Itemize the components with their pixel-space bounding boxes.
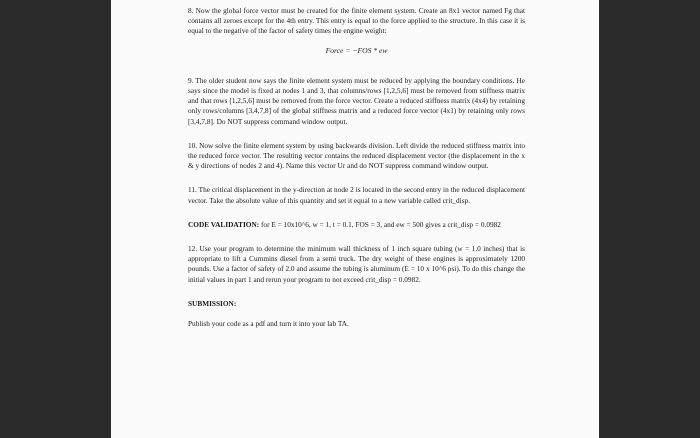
step-8-paragraph: 8. Now the global force vector must be created for the finite element system. Create an 8x1 vector named Fg that contains all zeroes except for the 4th entry. This entry is equal to the force applied to the structure. In this case it is equal to the negative of the factor of safety times the engine weight: xyxy=(188,6,525,36)
force-equation: Force = −FOS * ew xyxy=(325,45,388,55)
code-validation-label: CODE VALIDATION: xyxy=(188,219,260,229)
step-11-paragraph: 11. The critical displacement in the y-direction at node 2 is located in the second entry in the reduced displacement vector. Take the absolute value of this quantity and set it equal to a new variable called crit_disp. xyxy=(188,185,525,205)
step-9-paragraph: 9. The older student now says the finite element system must be reduced by applying the boundary conditions. He says since the model is fixed at nodes 1 and 3, that columns/rows [1,2,5,6] must be removed from stiffness matrix and that rows [1,2,5,6] must be removed from the force vector. Create a reduced stiffness matrix (4x4) by retaining only rows/columns [3,4,7,8] of the global stiffness matrix and a reduced force vector (4x1) by retaining only rows [3,4,7,8]. Do NOT suppress command window output. xyxy=(188,75,525,126)
document-page xyxy=(111,0,599,438)
code-validation-paragraph xyxy=(188,220,525,230)
step-12-paragraph: 12. Use your program to determine the minimum wall thickness of 1 inch square tubing (w = 1.0 inches) that is appropriate to lift a Cummins diesel from a semi truck. The dry weight of these engines is approximately 1200 pounds. Use a factor of safety of 2.0 and assume the tubing is aluminum (E = 10 x 10^6 psi). To do this change the initial values in part 1 and rerun your program to not exceed crit_disp = 0.0982. xyxy=(188,244,525,284)
step-10-paragraph: 10. Now solve the finite element system by using backwards division. Left divide the reduced stiffness matrix into the reduced force vector. The resulting vector contains the reduced displacement vector (the displacement in the x & y directions of nodes 2 and 4). Name this vector Ur and do NOT suppress command window output. xyxy=(188,140,525,171)
left-dark-margin xyxy=(0,0,111,438)
right-dark-margin xyxy=(599,0,700,438)
submission-text: Publish your code as a pdf and turn it into your lab TA. xyxy=(188,319,349,329)
code-validation-text: for E = 10x10^6, w = 1, t = 0.1, FOS = 3, and ew = 500 gives a crit_disp = 0.0982 xyxy=(261,219,501,229)
submission-heading: SUBMISSION: xyxy=(188,298,237,308)
document-content xyxy=(188,6,525,329)
